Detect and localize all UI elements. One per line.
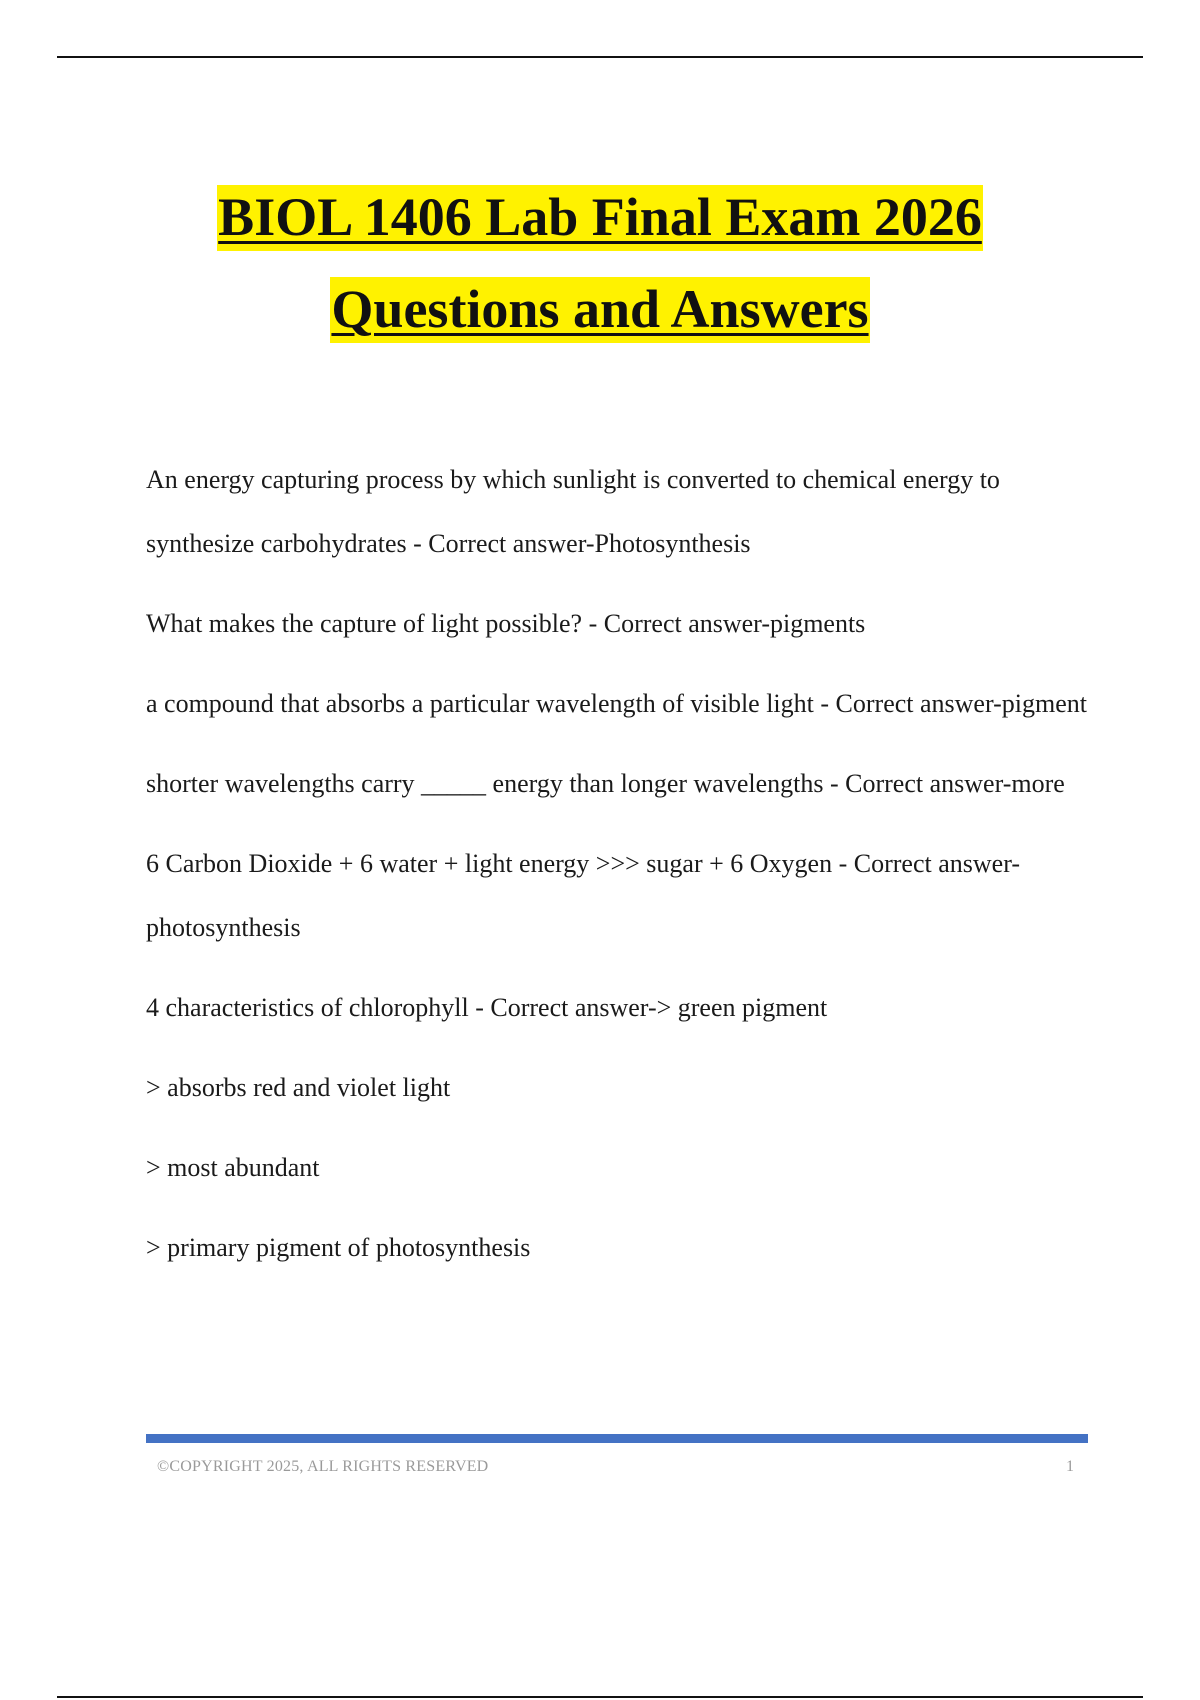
qa-item: > absorbs red and violet light [146, 1073, 451, 1102]
page-number: 1 [1066, 1458, 1074, 1475]
qa-item: shorter wavelengths carry _____ energy than longer wavelengths - Correct answer-more [146, 769, 1065, 798]
title-text-2: Questions and Answers [330, 277, 869, 343]
qa-item: What makes the capture of light possible? - Correct answer-pigments [146, 609, 866, 638]
document-title [0, 172, 1200, 356]
title-text-1: BIOL 1406 Lab Final Exam 2026 [217, 185, 983, 251]
footer-copyright: ©COPYRIGHT 2025, ALL RIGHTS RESERVED [157, 1458, 489, 1475]
bottom-rule [57, 1696, 1143, 1698]
title-line-1 [0, 172, 1200, 264]
footer-bar [146, 1434, 1088, 1443]
qa-item: 4 characteristics of chlorophyll - Correct answer-> green pigment [146, 993, 828, 1022]
qa-item: 6 Carbon Dioxide + 6 water + light energy >>> sugar + 6 Oxygen - Correct answer-photosynthesis [146, 849, 1020, 942]
title-line-2 [0, 264, 1200, 356]
qa-item: An energy capturing process by which sunlight is converted to chemical energy to synthesize carbohydrates - Correct answer-Photosynthesis [146, 465, 1000, 558]
qa-item: > primary pigment of photosynthesis [146, 1233, 531, 1262]
qa-item: a compound that absorbs a particular wavelength of visible light - Correct answer-pigment [146, 689, 1087, 718]
top-rule [57, 56, 1143, 58]
qa-item: > most abundant [146, 1153, 320, 1182]
qa-content [146, 448, 1096, 1296]
